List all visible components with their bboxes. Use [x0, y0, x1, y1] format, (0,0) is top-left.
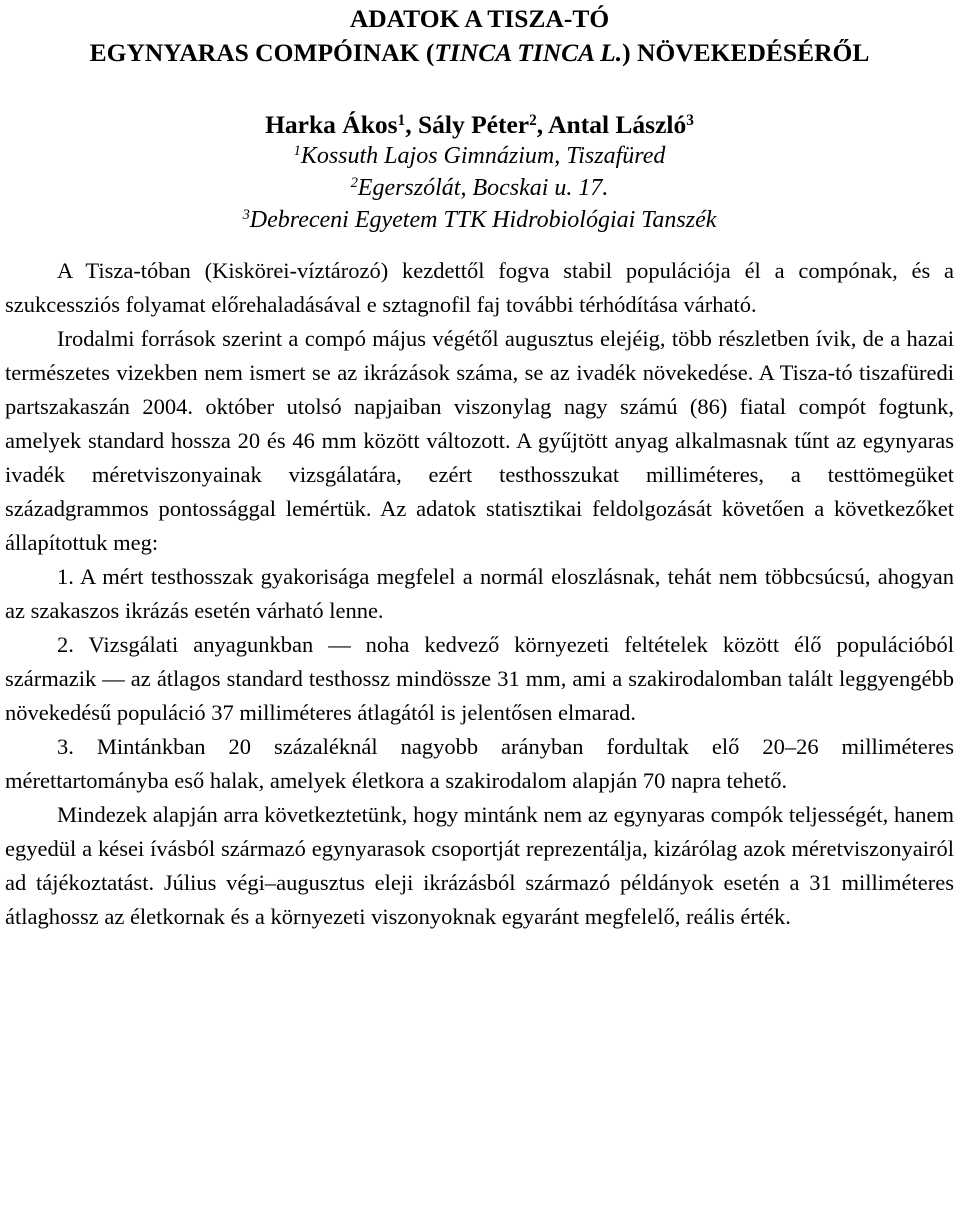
affiliation-3-text: Debreceni Egyetem TTK Hidrobiológiai Tanszék: [249, 207, 717, 233]
affiliation-2-sup: 2: [350, 175, 358, 192]
affiliation-1-text: Kossuth Lajos Gimnázium, Tiszafüred: [300, 143, 666, 169]
paragraph-finding-1: 1. A mért testhosszak gyakorisága megfelel a normál eloszlásnak, tehát nem többcsúcsú, ahogyan az szakaszos ikrázás esetén várható lenne.: [5, 564, 954, 623]
author-1-sup: 1: [397, 111, 406, 129]
author-list: [5, 110, 954, 140]
affiliation-3: [5, 204, 954, 236]
author-2: , Sály Péter: [405, 110, 530, 139]
paragraph-intro: A Tisza-tóban (Kiskörei-víztározó) kezdettől fogva stabil populációja él a compónak, és a szukcessziós folyamat előrehaladásával e sztagnofil faj további térhódítása várható.: [5, 258, 954, 317]
author-2-sup: 2: [529, 111, 537, 129]
affiliation-2: [5, 172, 954, 204]
paper-title: [5, 2, 954, 70]
paragraph-methods: Irodalmi források szerint a compó május végétől augusztus elejéig, több részletben ívik, de a hazai természetes vizekben nem ismert se az ikrázások száma, se az ivadék növekedése. A Tisza-tó tiszafüredi partszakaszán 2004. október utolsó napjaiban viszonylag nagy számú (86) fiatal compót fogtunk, amelyek standard hossza 20 és 46 mm között változott. A gyűjtött anyag alkalmasnak tűnt az egynyaras ivadék méretviszonyainak vizsgálatára, ezért testhosszukat milliméteres, a testtömegüket századgrammos pontossággal lemértük. Az adatok statisztikai feldolgozását követően a következőket állapítottuk meg:: [5, 326, 954, 555]
affiliation-1-sup: 1: [293, 143, 301, 160]
author-3-sup: 3: [686, 111, 694, 129]
author-3: , Antal László: [536, 110, 687, 139]
title-line-1: ADATOK A TISZA-TÓ: [349, 4, 610, 33]
affiliation-2-text: Egerszólát, Bocskai u. 17.: [357, 175, 609, 201]
paragraph-finding-3: 3. Mintánkban 20 százaléknál nagyobb arányban fordultak elő 20–26 milliméteres mérettartományba eső halak, amelyek életkora a szakirodalom alapján 70 napra tehető.: [5, 734, 954, 793]
abstract-body: [5, 254, 954, 934]
title-species-name: TINCA TINCA L.: [434, 38, 623, 67]
title-line-2-end: ) NÖVEKEDÉSÉRŐL: [622, 38, 870, 67]
paragraph-finding-2: 2. Vizsgálati anyagunkban — noha kedvező környezeti feltételek között élő populációból származik — az átlagos standard testhossz mindössze 31 mm, ami a szakirodalomban talált leggyengébb növekedésű populáció 37 milliméteres átlagától is jelentősen elmarad.: [5, 632, 954, 725]
author-1: Harka Ákos: [265, 110, 398, 139]
title-line-2-start: EGYNYARAS COMPÓINAK (: [89, 38, 435, 67]
affiliation-3-sup: 3: [242, 207, 250, 224]
paragraph-conclusion: Mindezek alapján arra következtetünk, hogy mintánk nem az egynyaras compók teljességét, hanem egyedül a kései ívásból származó egynyarasok csoportját reprezentálja, kizárólag azok méretviszonyairól ad tájékoztatást. Július végi–augusztus eleji ikrázásból származó példányok esetén a 31 milliméteres átlaghossz az életkornak és a környezeti viszonyoknak egyaránt megfelelő, reális érték.: [5, 802, 954, 929]
affiliation-1: [5, 140, 954, 172]
